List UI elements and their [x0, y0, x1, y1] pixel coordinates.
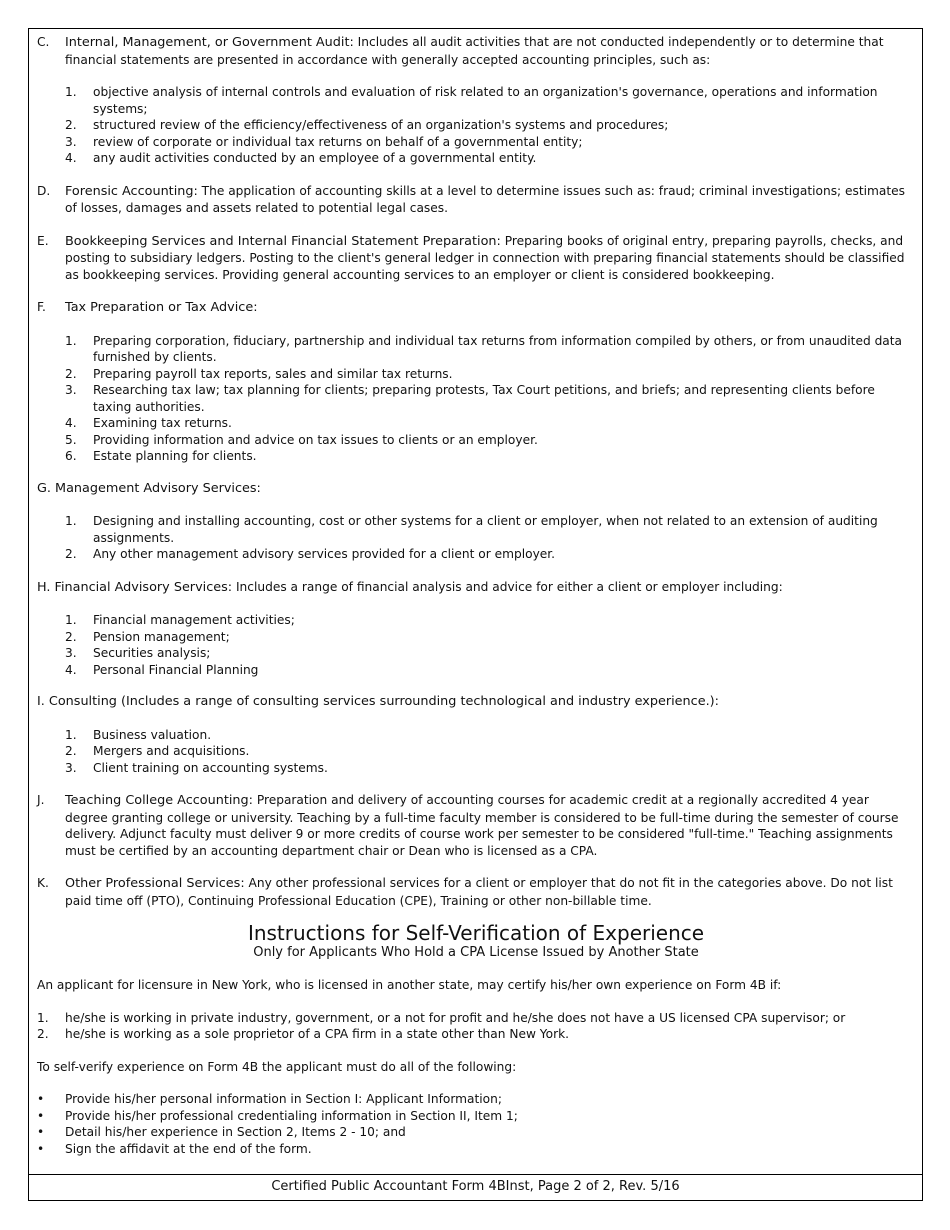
verification-steps-intro: To self-verify experience on Form 4B the applicant must do all of the following:: [37, 1059, 517, 1074]
list-item: 2. structured review of the efficiency/effectiveness of an organization's systems and procedures;: [65, 118, 669, 132]
list-item: 4. Personal Financial Planning: [65, 662, 259, 677]
section-d: [37, 183, 915, 217]
section-letter: F.: [37, 300, 46, 314]
section-h-list: [65, 612, 915, 678]
section-heading: Internal, Management, or Government Audit:: [65, 35, 354, 50]
section-letter: E.: [37, 233, 49, 248]
list-item: 1. Designing and installing accounting, cost or other systems for a client or employer, when not related to an extension of auditing assignments.: [65, 514, 878, 545]
section-i-list: [65, 727, 915, 777]
list-item: 2. Pension management;: [65, 629, 230, 644]
list-item: 3. Client training on accounting systems.: [65, 760, 328, 775]
list-item: 1. Business valuation.: [65, 727, 212, 742]
list-item: 4. Examining tax returns.: [65, 416, 232, 430]
list-item: • Sign the affidavit at the end of the form.: [37, 1141, 312, 1156]
section-letter: C.: [37, 35, 50, 49]
list-item: 1. he/she is working in private industry, government, or a not for profit and he/she does not have a US licensed CPA supervisor; or: [37, 1010, 846, 1025]
list-item: 6. Estate planning for clients.: [65, 449, 257, 463]
list-item: 2. he/she is working as a sole proprietor of a CPA firm in a state other than New York.: [37, 1027, 570, 1041]
section-g-heading: G. Management Advisory Services:: [37, 480, 261, 496]
document-body: [37, 34, 915, 1157]
section-f-list: [65, 333, 915, 465]
list-item: 2. Preparing payroll tax reports, sales and similar tax returns.: [65, 366, 453, 381]
section-text: Preparing books of original entry, preparing payrolls, checks, and posting to subsidiary ledgers. Posting to the client's general ledger in connection with preparing financial statements should be classified as bookkeeping services. Providing general accounting services to an employer or client is considered bookkeeping.: [65, 233, 905, 282]
section-c-list: [65, 84, 915, 167]
page-footer: Certified Public Accountant Form 4BInst, Page 2 of 2, Rev. 5/16: [28, 1174, 923, 1201]
list-item: • Provide his/her personal information in Section I: Applicant Information;: [37, 1092, 502, 1106]
list-item: 1. objective analysis of internal controls and evaluation of risk related to an organization's governance, operations and information systems;: [65, 85, 878, 116]
verification-steps: [37, 1091, 915, 1157]
section-letter: D.: [37, 183, 51, 198]
section-j: [37, 792, 915, 859]
section-heading: Forensic Accounting:: [65, 183, 198, 199]
verification-intro: An applicant for licensure in New York, who is licensed in another state, may certify his/her own experience on Form 4B if:: [37, 978, 782, 992]
section-text: Preparation and delivery of accounting courses for academic credit at a regionally accredited 4 year degree granting college or university. Teaching by a full-time faculty member is considered to be full-time during the semester of course delivery. Adjunct faculty must deliver 9 or more credits of course work per semester to be considered "full-time." Teaching assignments must be certified by an accounting department chair or Dean who is licensed as a CPA.: [65, 793, 899, 858]
section-g-list: [65, 513, 915, 563]
section-heading: Tax Preparation or Tax Advice:: [65, 300, 258, 315]
section-text: Includes all audit activities that are not conducted independently or to determine that financial statements are presented in accordance with generally accepted accounting principles, such as:: [65, 35, 884, 67]
list-item: 3. review of corporate or individual tax returns on behalf of a governmental entity;: [65, 134, 583, 149]
section-k: [37, 875, 915, 909]
list-item: 5. Providing information and advice on tax issues to clients or an employer.: [65, 432, 538, 447]
verification-title: Instructions for Self-Verification of Experience: [247, 921, 705, 945]
verification-subtitle: Only for Applicants Who Hold a CPA License Issued by Another State: [253, 945, 699, 960]
section-c: [37, 34, 915, 68]
list-item: 2. Mergers and acquisitions.: [65, 744, 250, 758]
section-h-heading: H. Financial Advisory Services: Includes a range of financial analysis and advice for either a client or employer including:: [37, 579, 783, 595]
section-heading: Bookkeeping Services and Internal Financial Statement Preparation:: [65, 233, 501, 249]
section-f: [37, 299, 915, 317]
list-item: 1. Financial management activities;: [65, 613, 295, 627]
section-i-heading: I. Consulting (Includes a range of consulting services surrounding technological and industry experience.):: [37, 694, 719, 709]
list-item: • Detail his/her experience in Section 2, Items 2 - 10; and: [37, 1125, 406, 1139]
verification-criteria: [37, 1010, 915, 1043]
list-item: 3. Securities analysis;: [65, 646, 211, 660]
section-heading: Other Professional Services:: [65, 876, 245, 891]
list-item: 2. Any other management advisory services provided for a client or employer.: [65, 547, 556, 561]
section-e: [37, 233, 915, 284]
list-item: 3. Researching tax law; tax planning for clients; preparing protests, Tax Court petitions, and briefs; and representing clients before taxing authorities.: [65, 383, 875, 414]
section-letter: K.: [37, 876, 49, 890]
section-letter: J.: [37, 793, 45, 807]
section-text: Any other professional services for a client or employer that do not fit in the categories above. Do not list paid time off (PTO), Continuing Professional Education (CPE), Training or other non-billable time.: [65, 876, 893, 908]
section-text: The application of accounting skills at a level to determine issues such as: fraud; criminal investigations; estimates of losses, damages and assets related to potential legal cases.: [65, 183, 906, 215]
list-item: 4. any audit activities conducted by an employee of a governmental entity.: [65, 151, 537, 165]
list-item: 1. Preparing corporation, fiduciary, partnership and individual tax returns from information compiled by others, or from unaudited data furnished by clients.: [65, 333, 903, 364]
list-item: • Provide his/her professional credentialing information in Section II, Item 1;: [37, 1108, 518, 1123]
section-heading: Teaching College Accounting:: [65, 793, 253, 808]
